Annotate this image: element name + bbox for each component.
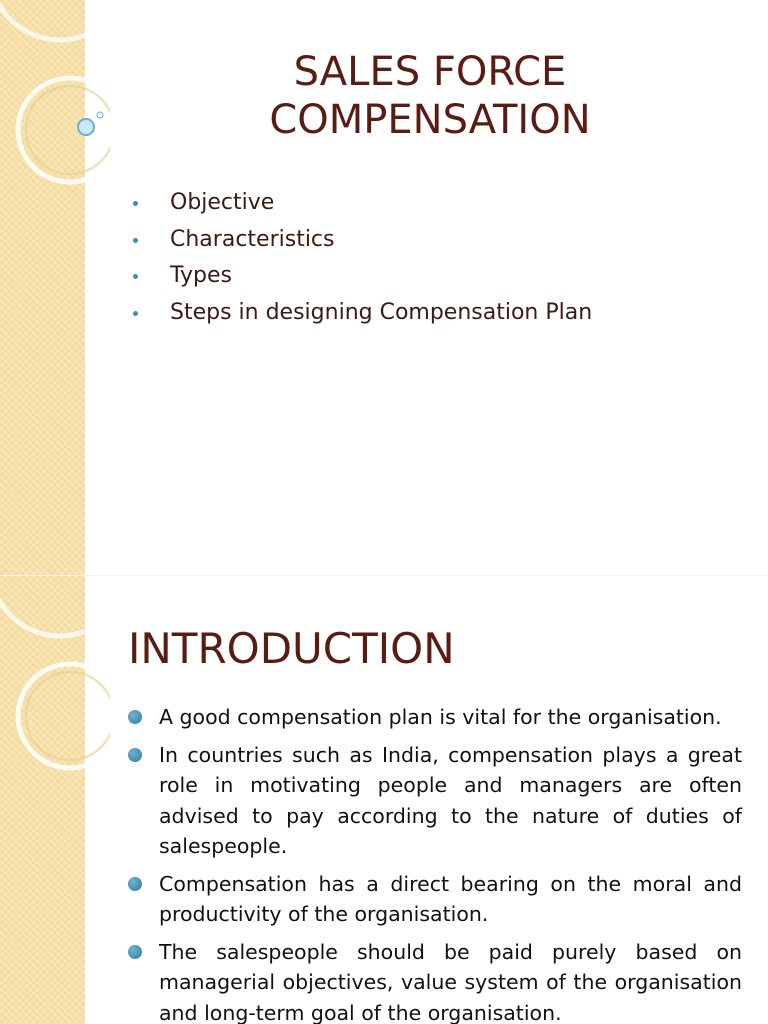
decorative-side-strip	[0, 576, 85, 1024]
intro-list	[128, 702, 742, 1024]
slide-title: INTRODUCTION	[128, 624, 455, 673]
list-item: Types	[130, 258, 592, 295]
bullet-icon	[128, 877, 142, 891]
decorative-rings-icon	[0, 0, 110, 200]
slide-title: SALES FORCE COMPENSATION	[269, 49, 591, 143]
list-item: Compensation has a direct bearing on the moral and productivity of the organisation.	[128, 869, 742, 930]
bullet-icon	[133, 274, 138, 279]
bullet-icon	[133, 311, 138, 316]
bullet-icon	[128, 945, 142, 959]
bullet-icon	[133, 238, 138, 243]
bullet-icon	[133, 201, 138, 206]
list-item: In countries such as India, compensation plays a great role in motivating people and managers are often advised to pay according to the nature of duties of salespeople.	[128, 740, 742, 862]
list-item: Objective	[130, 185, 592, 222]
slide-2	[0, 576, 768, 1024]
list-item: The salespeople should be paid purely based on managerial objectives, value system of the organisation and long-term goal of the organisation.	[128, 937, 742, 1024]
list-item: Characteristics	[130, 222, 592, 259]
agenda-list	[130, 185, 592, 331]
decorative-rings-icon	[0, 576, 110, 776]
decorative-side-strip	[0, 0, 85, 576]
list-item: A good compensation plan is vital for the organisation.	[128, 702, 742, 733]
bullet-icon	[128, 710, 142, 724]
bullet-icon	[128, 748, 142, 762]
list-item: Steps in designing Compensation Plan	[130, 295, 592, 332]
